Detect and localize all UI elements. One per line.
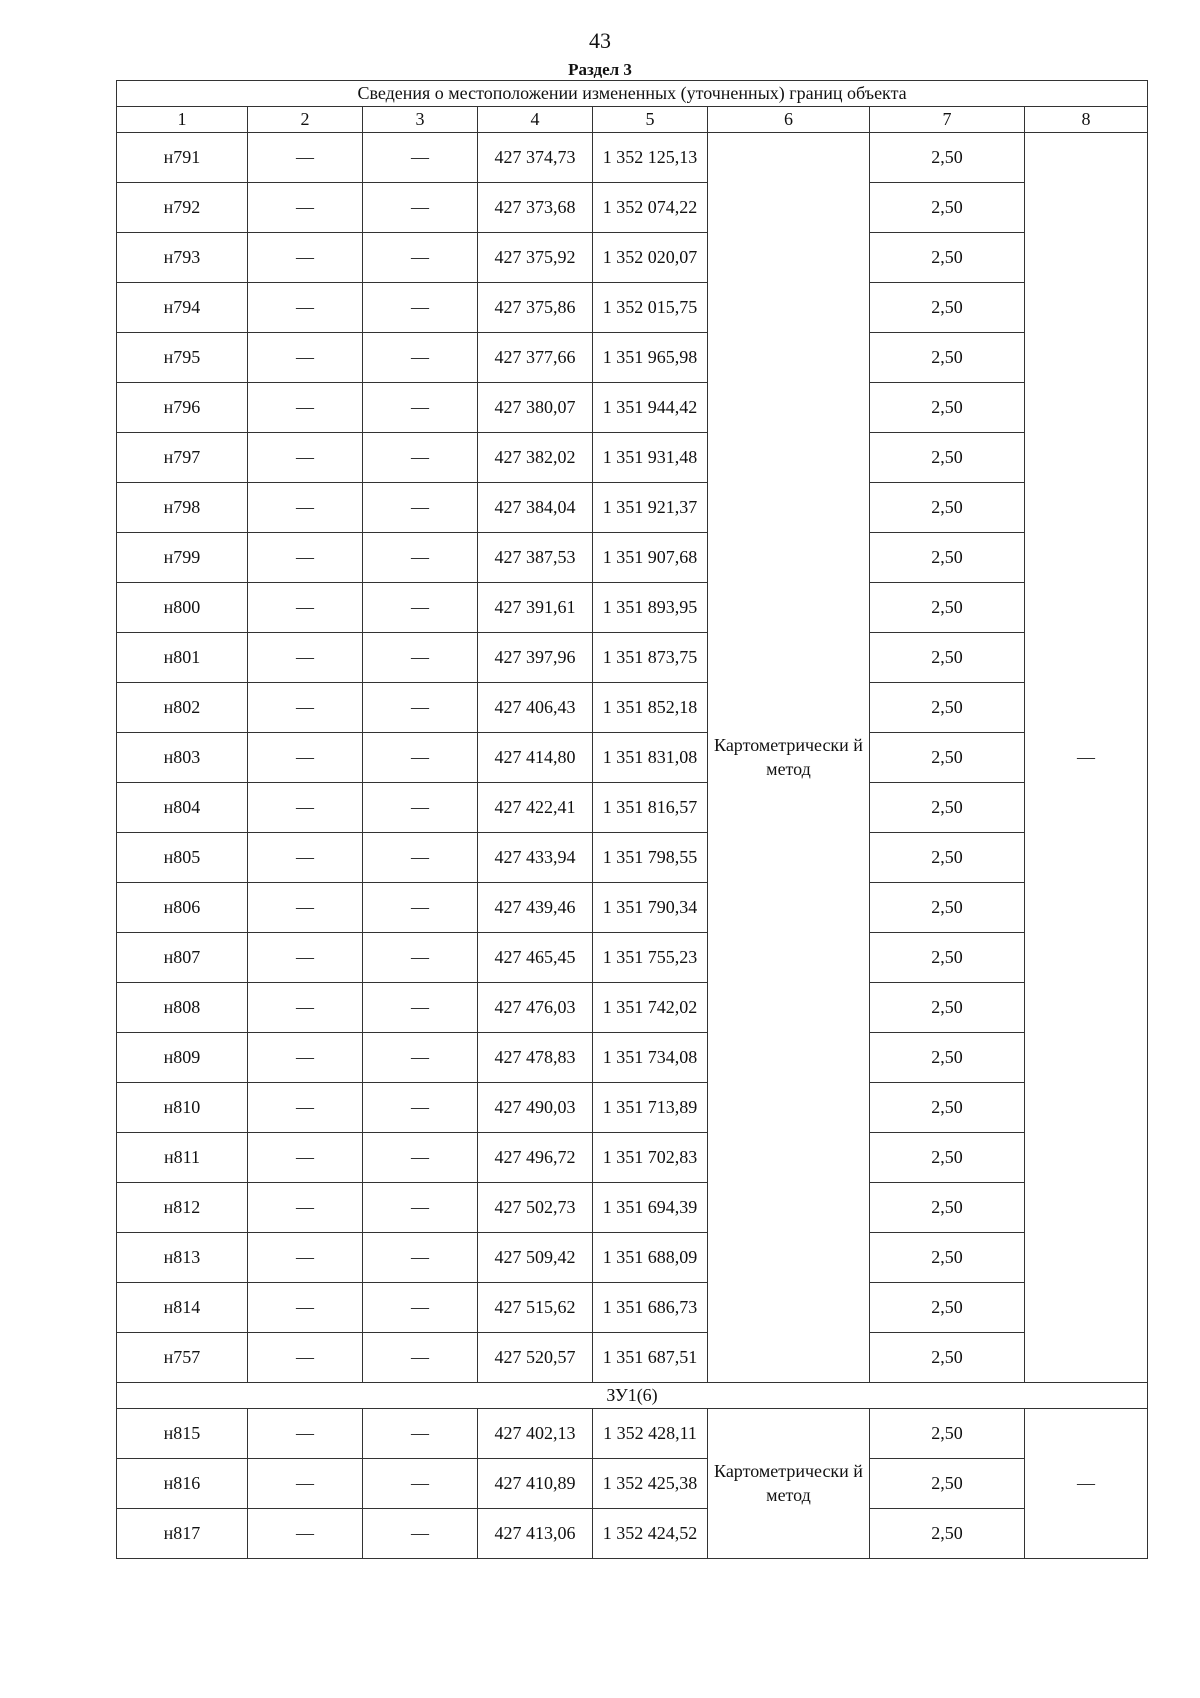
col2-cell: — xyxy=(248,333,363,383)
table-row xyxy=(117,1133,1148,1183)
y-coordinate-cell: 1 351 702,83 xyxy=(593,1133,708,1183)
accuracy-cell: 2,50 xyxy=(870,383,1025,433)
table-row xyxy=(117,883,1148,933)
table-row xyxy=(117,183,1148,233)
x-coordinate-cell: 427 375,92 xyxy=(478,233,593,283)
point-name-cell: н804 xyxy=(117,783,248,833)
table-row xyxy=(117,583,1148,633)
col3-cell: — xyxy=(363,683,478,733)
accuracy-cell: 2,50 xyxy=(870,483,1025,533)
table-row xyxy=(117,133,1148,183)
accuracy-cell: 2,50 xyxy=(870,1333,1025,1383)
x-coordinate-cell: 427 439,46 xyxy=(478,883,593,933)
accuracy-cell: 2,50 xyxy=(870,1083,1025,1133)
point-name-cell: н805 xyxy=(117,833,248,883)
accuracy-cell: 2,50 xyxy=(870,633,1025,683)
column-number-row xyxy=(117,107,1148,133)
x-coordinate-cell: 427 465,45 xyxy=(478,933,593,983)
col2-cell: — xyxy=(248,133,363,183)
point-name-cell: н812 xyxy=(117,1183,248,1233)
point-name-cell: н793 xyxy=(117,233,248,283)
col8-cell: — xyxy=(1025,133,1148,1383)
column-number: 4 xyxy=(478,107,593,133)
x-coordinate-cell: 427 515,62 xyxy=(478,1283,593,1333)
table-row xyxy=(117,633,1148,683)
x-coordinate-cell: 427 387,53 xyxy=(478,533,593,583)
column-number: 1 xyxy=(117,107,248,133)
table-row xyxy=(117,283,1148,333)
col2-cell: — xyxy=(248,983,363,1033)
point-name-cell: н801 xyxy=(117,633,248,683)
col2-cell: — xyxy=(248,383,363,433)
accuracy-cell: 2,50 xyxy=(870,533,1025,583)
x-coordinate-cell: 427 496,72 xyxy=(478,1133,593,1183)
point-name-cell: н809 xyxy=(117,1033,248,1083)
point-name-cell: н795 xyxy=(117,333,248,383)
col3-cell: — xyxy=(363,933,478,983)
col2-cell: — xyxy=(248,933,363,983)
col3-cell: — xyxy=(363,1083,478,1133)
y-coordinate-cell: 1 351 852,18 xyxy=(593,683,708,733)
col3-cell: — xyxy=(363,1283,478,1333)
col3-cell: — xyxy=(363,333,478,383)
x-coordinate-cell: 427 410,89 xyxy=(478,1459,593,1509)
col2-cell: — xyxy=(248,533,363,583)
boundary-coordinates-table xyxy=(116,80,1148,1559)
section-label: Раздел 3 xyxy=(568,60,632,79)
point-name-cell: н794 xyxy=(117,283,248,333)
col2-cell: — xyxy=(248,1459,363,1509)
y-coordinate-cell: 1 352 425,38 xyxy=(593,1459,708,1509)
col2-cell: — xyxy=(248,833,363,883)
accuracy-cell: 2,50 xyxy=(870,783,1025,833)
point-name-cell: н810 xyxy=(117,1083,248,1133)
x-coordinate-cell: 427 382,02 xyxy=(478,433,593,483)
x-coordinate-cell: 427 433,94 xyxy=(478,833,593,883)
col3-cell: — xyxy=(363,583,478,633)
y-coordinate-cell: 1 351 742,02 xyxy=(593,983,708,1033)
point-name-cell: н791 xyxy=(117,133,248,183)
table-row xyxy=(117,1509,1148,1559)
y-coordinate-cell: 1 352 125,13 xyxy=(593,133,708,183)
table-row xyxy=(117,683,1148,733)
x-coordinate-cell: 427 384,04 xyxy=(478,483,593,533)
y-coordinate-cell: 1 351 694,39 xyxy=(593,1183,708,1233)
table-row xyxy=(117,733,1148,783)
table-row xyxy=(117,1283,1148,1333)
col3-cell: — xyxy=(363,733,478,783)
col3-cell: — xyxy=(363,1233,478,1283)
point-name-cell: н807 xyxy=(117,933,248,983)
accuracy-cell: 2,50 xyxy=(870,1409,1025,1459)
col2-cell: — xyxy=(248,1283,363,1333)
table-row xyxy=(117,1083,1148,1133)
y-coordinate-cell: 1 351 755,23 xyxy=(593,933,708,983)
accuracy-cell: 2,50 xyxy=(870,233,1025,283)
y-coordinate-cell: 1 352 424,52 xyxy=(593,1509,708,1559)
col3-cell: — xyxy=(363,183,478,233)
col3-cell: — xyxy=(363,833,478,883)
point-name-cell: н803 xyxy=(117,733,248,783)
y-coordinate-cell: 1 352 428,11 xyxy=(593,1409,708,1459)
col3-cell: — xyxy=(363,1509,478,1559)
point-name-cell: н792 xyxy=(117,183,248,233)
col2-cell: — xyxy=(248,583,363,633)
col3-cell: — xyxy=(363,283,478,333)
x-coordinate-cell: 427 476,03 xyxy=(478,983,593,1033)
col2-cell: — xyxy=(248,483,363,533)
y-coordinate-cell: 1 351 734,08 xyxy=(593,1033,708,1083)
page-number: 43 xyxy=(589,28,611,53)
point-name-cell: н797 xyxy=(117,433,248,483)
accuracy-cell: 2,50 xyxy=(870,983,1025,1033)
col3-cell: — xyxy=(363,983,478,1033)
x-coordinate-cell: 427 402,13 xyxy=(478,1409,593,1459)
col2-cell: — xyxy=(248,1033,363,1083)
y-coordinate-cell: 1 351 816,57 xyxy=(593,783,708,833)
accuracy-cell: 2,50 xyxy=(870,583,1025,633)
point-name-cell: н817 xyxy=(117,1509,248,1559)
accuracy-cell: 2,50 xyxy=(870,1133,1025,1183)
table-row xyxy=(117,983,1148,1033)
y-coordinate-cell: 1 352 074,22 xyxy=(593,183,708,233)
accuracy-cell: 2,50 xyxy=(870,1233,1025,1283)
table-row xyxy=(117,483,1148,533)
accuracy-cell: 2,50 xyxy=(870,683,1025,733)
y-coordinate-cell: 1 351 798,55 xyxy=(593,833,708,883)
col2-cell: — xyxy=(248,1233,363,1283)
method-cell: Картометрически й метод xyxy=(708,1409,870,1559)
accuracy-cell: 2,50 xyxy=(870,183,1025,233)
y-coordinate-cell: 1 352 020,07 xyxy=(593,233,708,283)
x-coordinate-cell: 427 490,03 xyxy=(478,1083,593,1133)
accuracy-cell: 2,50 xyxy=(870,833,1025,883)
accuracy-cell: 2,50 xyxy=(870,1509,1025,1559)
x-coordinate-cell: 427 478,83 xyxy=(478,1033,593,1083)
x-coordinate-cell: 427 377,66 xyxy=(478,333,593,383)
col3-cell: — xyxy=(363,133,478,183)
table-body xyxy=(117,133,1148,1559)
y-coordinate-cell: 1 351 921,37 xyxy=(593,483,708,533)
col3-cell: — xyxy=(363,1033,478,1083)
col3-cell: — xyxy=(363,783,478,833)
accuracy-cell: 2,50 xyxy=(870,283,1025,333)
col3-cell: — xyxy=(363,1333,478,1383)
col2-cell: — xyxy=(248,233,363,283)
col2-cell: — xyxy=(248,433,363,483)
table-row xyxy=(117,333,1148,383)
accuracy-cell: 2,50 xyxy=(870,1283,1025,1333)
col2-cell: — xyxy=(248,183,363,233)
point-name-cell: н800 xyxy=(117,583,248,633)
point-name-cell: н811 xyxy=(117,1133,248,1183)
col8-cell: — xyxy=(1025,1409,1148,1559)
column-number: 5 xyxy=(593,107,708,133)
x-coordinate-cell: 427 375,86 xyxy=(478,283,593,333)
col3-cell: — xyxy=(363,483,478,533)
table-row xyxy=(117,1033,1148,1083)
accuracy-cell: 2,50 xyxy=(870,1183,1025,1233)
col2-cell: — xyxy=(248,733,363,783)
col2-cell: — xyxy=(248,1183,363,1233)
col2-cell: — xyxy=(248,1409,363,1459)
table-row xyxy=(117,1183,1148,1233)
x-coordinate-cell: 427 413,06 xyxy=(478,1509,593,1559)
parcel-group-row xyxy=(117,1383,1148,1409)
table-row xyxy=(117,1333,1148,1383)
x-coordinate-cell: 427 373,68 xyxy=(478,183,593,233)
y-coordinate-cell: 1 351 831,08 xyxy=(593,733,708,783)
y-coordinate-cell: 1 351 893,95 xyxy=(593,583,708,633)
col2-cell: — xyxy=(248,683,363,733)
table-row xyxy=(117,833,1148,883)
col2-cell: — xyxy=(248,633,363,683)
x-coordinate-cell: 427 520,57 xyxy=(478,1333,593,1383)
col2-cell: — xyxy=(248,283,363,333)
x-coordinate-cell: 427 374,73 xyxy=(478,133,593,183)
y-coordinate-cell: 1 351 965,98 xyxy=(593,333,708,383)
col3-cell: — xyxy=(363,1409,478,1459)
col2-cell: — xyxy=(248,1083,363,1133)
x-coordinate-cell: 427 422,41 xyxy=(478,783,593,833)
point-name-cell: н815 xyxy=(117,1409,248,1459)
accuracy-cell: 2,50 xyxy=(870,433,1025,483)
table-row xyxy=(117,1233,1148,1283)
table-row xyxy=(117,533,1148,583)
accuracy-cell: 2,50 xyxy=(870,1459,1025,1509)
y-coordinate-cell: 1 351 931,48 xyxy=(593,433,708,483)
accuracy-cell: 2,50 xyxy=(870,733,1025,783)
column-number: 2 xyxy=(248,107,363,133)
accuracy-cell: 2,50 xyxy=(870,133,1025,183)
point-name-cell: н814 xyxy=(117,1283,248,1333)
col3-cell: — xyxy=(363,233,478,283)
column-number: 8 xyxy=(1025,107,1148,133)
accuracy-cell: 2,50 xyxy=(870,1033,1025,1083)
col3-cell: — xyxy=(363,1133,478,1183)
y-coordinate-cell: 1 351 713,89 xyxy=(593,1083,708,1133)
table-row xyxy=(117,433,1148,483)
x-coordinate-cell: 427 391,61 xyxy=(478,583,593,633)
col2-cell: — xyxy=(248,783,363,833)
y-coordinate-cell: 1 351 790,34 xyxy=(593,883,708,933)
table-row xyxy=(117,233,1148,283)
y-coordinate-cell: 1 351 944,42 xyxy=(593,383,708,433)
column-number: 3 xyxy=(363,107,478,133)
col3-cell: — xyxy=(363,533,478,583)
x-coordinate-cell: 427 406,43 xyxy=(478,683,593,733)
column-number: 6 xyxy=(708,107,870,133)
y-coordinate-cell: 1 351 907,68 xyxy=(593,533,708,583)
table-row xyxy=(117,783,1148,833)
col3-cell: — xyxy=(363,433,478,483)
table-title: Сведения о местоположении измененных (уточненных) границ объекта xyxy=(117,81,1148,107)
table-row xyxy=(117,383,1148,433)
point-name-cell: н796 xyxy=(117,383,248,433)
col2-cell: — xyxy=(248,1133,363,1183)
point-name-cell: н798 xyxy=(117,483,248,533)
accuracy-cell: 2,50 xyxy=(870,883,1025,933)
point-name-cell: н757 xyxy=(117,1333,248,1383)
col3-cell: — xyxy=(363,633,478,683)
x-coordinate-cell: 427 380,07 xyxy=(478,383,593,433)
accuracy-cell: 2,50 xyxy=(870,933,1025,983)
point-name-cell: н806 xyxy=(117,883,248,933)
point-name-cell: н799 xyxy=(117,533,248,583)
point-name-cell: н816 xyxy=(117,1459,248,1509)
col3-cell: — xyxy=(363,1183,478,1233)
y-coordinate-cell: 1 351 687,51 xyxy=(593,1333,708,1383)
point-name-cell: н802 xyxy=(117,683,248,733)
table-row xyxy=(117,1459,1148,1509)
parcel-label: ЗУ1(6) xyxy=(117,1383,1148,1409)
method-cell: Картометрически й метод xyxy=(708,133,870,1383)
y-coordinate-cell: 1 351 873,75 xyxy=(593,633,708,683)
table-row xyxy=(117,1409,1148,1459)
col2-cell: — xyxy=(248,1333,363,1383)
y-coordinate-cell: 1 351 688,09 xyxy=(593,1233,708,1283)
col3-cell: — xyxy=(363,1459,478,1509)
col3-cell: — xyxy=(363,883,478,933)
table-row xyxy=(117,933,1148,983)
y-coordinate-cell: 1 352 015,75 xyxy=(593,283,708,333)
col3-cell: — xyxy=(363,383,478,433)
x-coordinate-cell: 427 414,80 xyxy=(478,733,593,783)
accuracy-cell: 2,50 xyxy=(870,333,1025,383)
column-number: 7 xyxy=(870,107,1025,133)
col2-cell: — xyxy=(248,1509,363,1559)
x-coordinate-cell: 427 502,73 xyxy=(478,1183,593,1233)
x-coordinate-cell: 427 397,96 xyxy=(478,633,593,683)
y-coordinate-cell: 1 351 686,73 xyxy=(593,1283,708,1333)
x-coordinate-cell: 427 509,42 xyxy=(478,1233,593,1283)
col2-cell: — xyxy=(248,883,363,933)
point-name-cell: н808 xyxy=(117,983,248,1033)
point-name-cell: н813 xyxy=(117,1233,248,1283)
